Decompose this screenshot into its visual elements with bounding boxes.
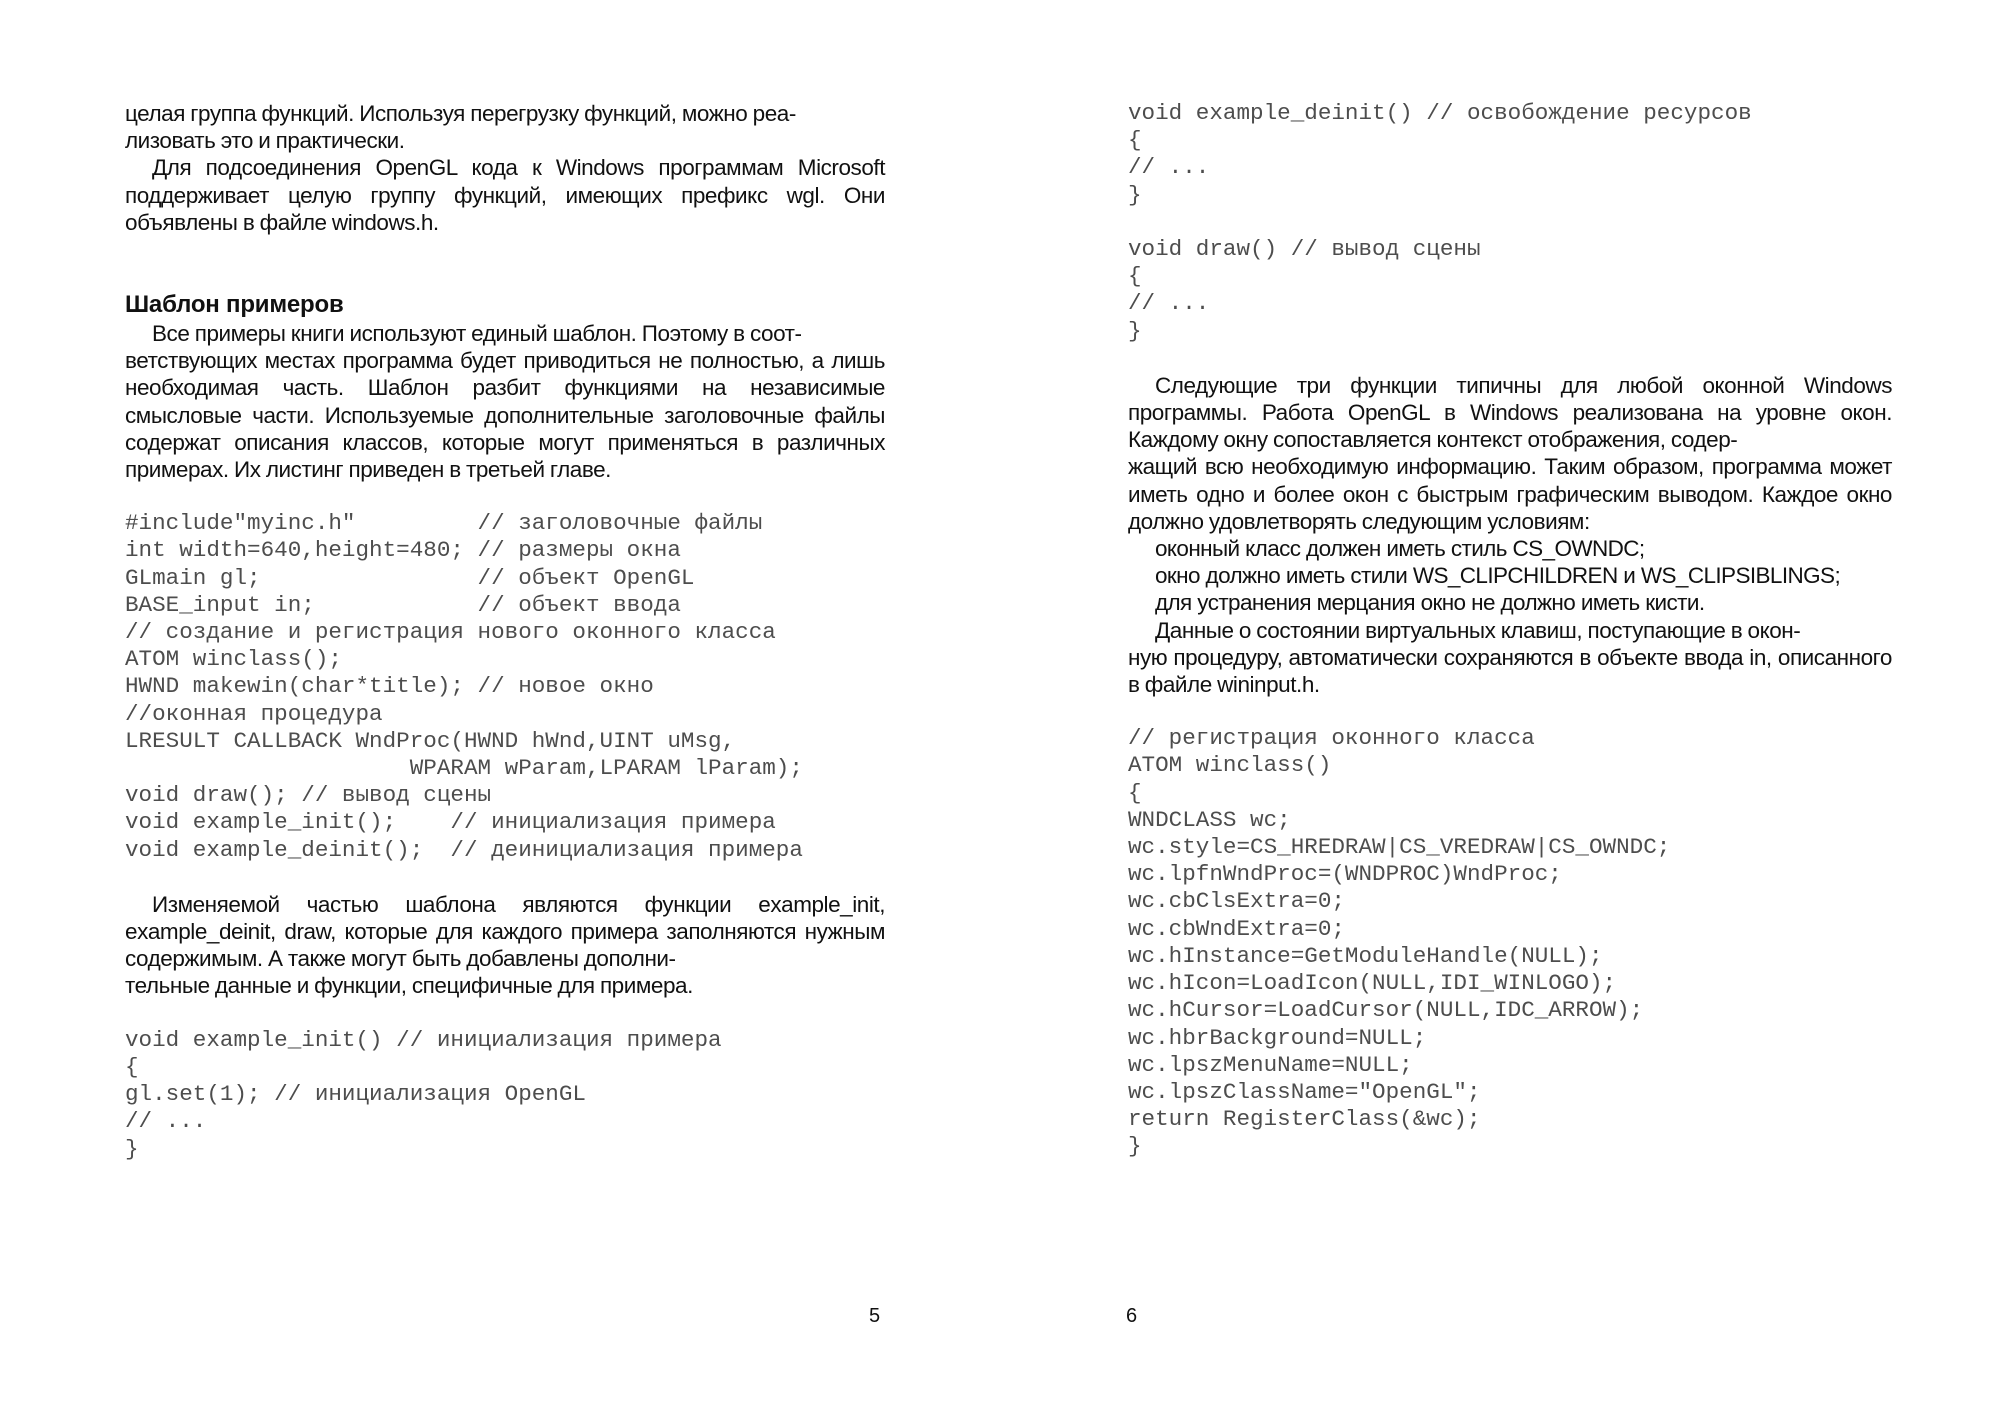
changeable-part-paragraph: Изменяемой частью шаблона являются функции example_init, example_deinit, draw, которые для каждого примера заполняются нужным содержимым. А также могут быть добавлены дополни- тельные данные и функции, специфичные для примера. — [125, 891, 885, 999]
condition-item: окно должно иметь стили WS_CLIPCHILDREN и WS_CLIPSIBLINGS; — [1155, 563, 1841, 589]
right-column — [1128, 100, 1892, 1161]
template-paragraph: Все примеры книги используют единый шаблон. Поэтому в соот- ветствующих местах программа будет приводиться не полностью, а лишь необходимая часть. Шаблон разбит функциями на независимые смысловые части. Используемые дополнительные заголовочные файлы содержат описания классов, которые могут применяться в различных примерах. Их листинг приведен в третьей главе. — [125, 321, 885, 483]
condition-item: для устранения мерцания окно не должно иметь кисти. — [1155, 590, 1705, 616]
code-listing-template: #include"myinc.h" // заголовочные файлы int width=640,height=480; // размеры окна GLmain gl; // объект OpenGL BASE_input in; // объект ввода // создание и регистрация нового оконного класса ATOM winclass(); HWND makewin(char*title); // новое окно //оконная процедура LRESULT CALLBACK WndProc(HWND hWnd,UINT uMsg, WPARAM wParam,LPARAM lParam); void draw(); // вывод сцены void example_init(); // инициализация примера void example_deinit(); // деинициализация примера — [125, 510, 803, 863]
left-column — [125, 100, 885, 1163]
page-number-right: 6 — [1126, 1305, 1138, 1327]
page-number-left: 5 — [869, 1305, 881, 1327]
code-listing-winclass: // регистрация оконного класса ATOM winclass() { WNDCLASS wc; wc.style=CS_HREDRAW|CS_VREDRAW|CS_OWNDC; wc.lpfnWndProc=(WNDPROC)WndProc; wc.cbClsExtra=0; wc.cbWndExtra=0; wc.hInstance=GetModuleHandle(NULL); wc.hIcon=LoadIcon(NULL,IDI_WINLOGO); wc.hCursor=LoadCursor(NULL,IDC_ARROW); wc.hbrBackground=NULL; wc.lpszMenuName=NULL; wc.lpszClassName="OpenGL"; return RegisterClass(&wc); } — [1128, 725, 1671, 1160]
window-conditions-list — [1128, 535, 1892, 617]
code-listing-deinit-draw: void example_deinit() // освобождение ресурсов { // ... } void draw() // вывод сцены { // ... } — [1128, 100, 1752, 344]
intro-paragraph-continued: целая группа функций. Используя перегрузку функций, можно реа- лизовать это и практически. — [125, 101, 796, 154]
virtual-keys-paragraph: Данные о состоянии виртуальных клавиш, поступающие в окон- ную процедуру, автоматически сохраняются в объекте ввода in, описанного в файле wininput.h. — [1128, 617, 1892, 698]
intro-paragraph-wgl: Для подсоединения OpenGL кода к Windows программам Microsoft поддерживает целую группу функций, имеющих префикс wgl. Они объявлены в файле windows.h. — [125, 155, 885, 235]
code-listing-example-init: void example_init() // инициализация примера { gl.set(1); // инициализация OpenGL // ... } — [125, 1026, 722, 1162]
windows-functions-paragraph: Следующие три функции типичны для любой оконной Windows программы. Работа OpenGL в Windows реализована на уровне окон. Каждому окну сопоставляется контекст отображения, содер- жащий всю необходимую информацию. Таким образом, программа может иметь одно и более окон с быстрым графическим выводом. Каждое окно должно удовлетворять следующим условиям: — [1128, 372, 1892, 534]
right-page — [1000, 0, 2000, 1414]
section-heading-template: Шаблон примеров — [125, 291, 344, 319]
condition-item: оконный класс должен иметь стиль CS_OWNDC; — [1155, 536, 1645, 562]
